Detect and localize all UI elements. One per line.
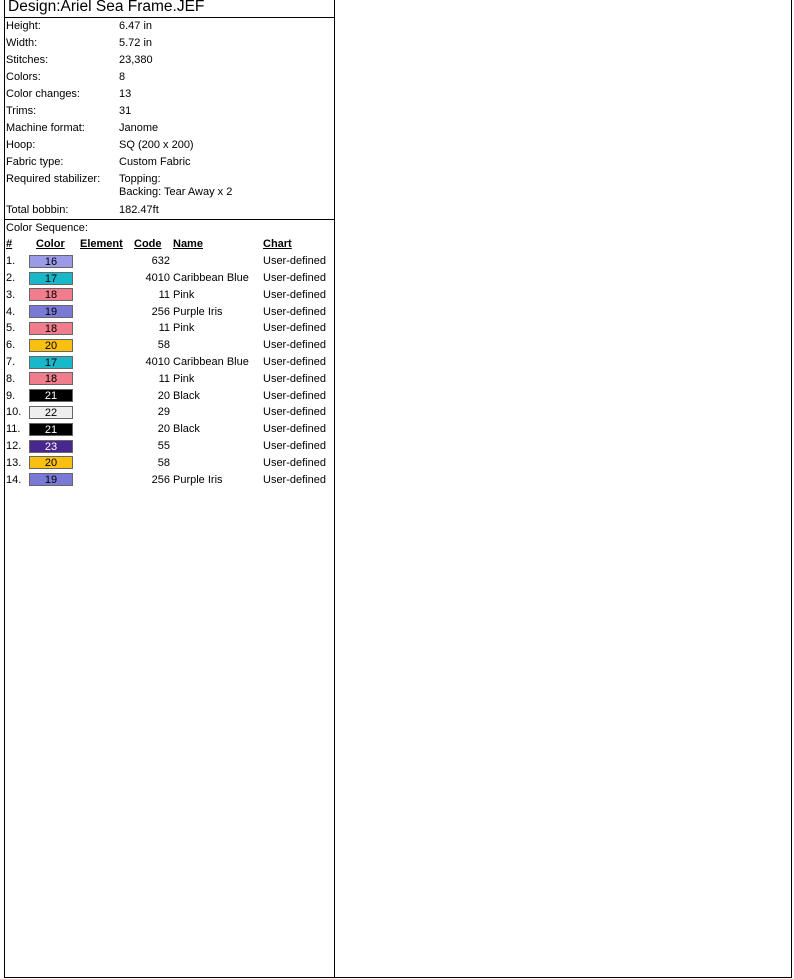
row-number: 4.	[6, 305, 16, 318]
table-row	[4, 454, 340, 471]
row-chart: User-defined	[263, 372, 326, 385]
row-chart: User-defined	[263, 423, 326, 436]
color-swatch: 19	[29, 305, 73, 318]
info-value: 6.47 in	[119, 20, 153, 32]
info-label: Hoop:	[6, 139, 36, 151]
row-number: 14.	[6, 473, 22, 486]
row-number: 8.	[6, 372, 16, 385]
info-value: 31	[119, 105, 132, 117]
row-name: Pink	[173, 322, 195, 335]
stabilizer-row	[4, 171, 335, 202]
table-row	[4, 421, 340, 438]
row-code: 4010	[145, 271, 170, 284]
row-color	[28, 421, 80, 438]
row-color	[28, 303, 80, 320]
bobbin-label: Total bobbin:	[6, 204, 69, 216]
row-name: Pink	[173, 288, 195, 301]
row-color	[28, 454, 80, 471]
table-row	[4, 471, 340, 488]
info-value: 5.72 in	[119, 37, 153, 49]
row-number: 11.	[6, 423, 21, 436]
row-element	[80, 354, 134, 371]
info-value: 8	[119, 71, 126, 83]
table-row	[4, 320, 340, 337]
row-name	[173, 438, 263, 455]
row-code: 20	[157, 389, 170, 402]
info-label: Width:	[6, 37, 38, 49]
row-element	[80, 404, 134, 421]
row-chart: User-defined	[263, 473, 326, 486]
row-name: Purple Iris	[173, 305, 223, 318]
row-number: 2.	[6, 271, 16, 284]
row-color	[28, 387, 80, 404]
info-label: Machine format:	[6, 122, 85, 134]
table-row	[4, 438, 340, 455]
table-row	[4, 387, 340, 404]
info-row	[4, 35, 335, 52]
info-label: Height:	[6, 20, 41, 32]
info-label: Colors:	[6, 71, 41, 83]
info-value: SQ (200 x 200)	[119, 139, 194, 151]
color-swatch: 18	[29, 322, 73, 335]
bobbin-value: 182.47ft	[119, 204, 159, 216]
design-title: Design:Ariel Sea Frame.JEF	[4, 0, 335, 18]
info-row	[4, 154, 335, 171]
row-name: Black	[173, 423, 200, 436]
row-color	[28, 404, 80, 421]
row-code: 11	[158, 372, 170, 385]
row-chart: User-defined	[263, 389, 326, 402]
info-row	[4, 86, 335, 103]
row-element	[80, 286, 134, 303]
color-swatch: 20	[29, 456, 73, 469]
row-number: 5.	[6, 322, 16, 335]
row-code: 256	[151, 473, 170, 486]
info-row	[4, 137, 335, 154]
color-swatch: 17	[29, 356, 73, 369]
info-row	[4, 103, 335, 120]
info-row	[4, 18, 335, 35]
info-value: 23,380	[119, 54, 153, 66]
row-element	[80, 320, 134, 337]
row-code: 55	[157, 439, 170, 452]
row-number: 1.	[6, 255, 16, 268]
row-code: 11	[158, 288, 170, 301]
row-name: Caribbean Blue	[173, 271, 249, 284]
row-code: 20	[157, 423, 170, 436]
row-number: 7.	[6, 355, 16, 368]
row-element	[80, 303, 134, 320]
info-label: Fabric type:	[6, 156, 64, 168]
stabilizer-value	[119, 171, 232, 202]
row-code: 58	[157, 456, 170, 469]
color-swatch: 21	[29, 389, 73, 402]
header-color-label: Color	[36, 238, 65, 251]
row-name	[173, 404, 263, 421]
row-element	[80, 438, 134, 455]
row-chart: User-defined	[263, 355, 326, 368]
row-chart: User-defined	[263, 288, 326, 301]
row-color	[28, 370, 80, 387]
row-color	[28, 253, 80, 270]
row-name	[173, 454, 263, 471]
info-row	[4, 52, 335, 69]
row-color	[28, 320, 80, 337]
row-code: 632	[151, 255, 170, 268]
color-swatch: 20	[29, 339, 73, 352]
info-row	[4, 69, 335, 86]
row-code: 11	[158, 322, 170, 335]
row-chart: User-defined	[263, 456, 326, 469]
header-code: Code	[134, 238, 162, 251]
row-element	[80, 454, 134, 471]
design-properties	[4, 18, 335, 171]
stabilizer-topping: Topping:	[119, 173, 161, 185]
row-number: 3.	[6, 288, 16, 301]
row-chart: User-defined	[263, 305, 326, 318]
stabilizer-label: Required stabilizer:	[6, 173, 101, 185]
row-chart: User-defined	[263, 406, 326, 419]
row-number: 12.	[6, 439, 22, 452]
table-row	[4, 337, 340, 354]
color-swatch: 18	[29, 372, 73, 385]
info-value: Janome	[119, 122, 159, 134]
info-value: Custom Fabric	[119, 156, 191, 168]
color-swatch: 22	[29, 406, 73, 419]
row-chart: User-defined	[263, 255, 326, 268]
design-info-panel	[4, 0, 335, 488]
color-swatch: 23	[29, 440, 73, 453]
row-name	[173, 337, 263, 354]
info-row	[4, 120, 335, 137]
color-swatch: 21	[29, 423, 73, 436]
info-label: Color changes:	[6, 88, 80, 100]
row-color	[28, 337, 80, 354]
row-number: 13.	[6, 456, 22, 469]
row-element	[80, 421, 134, 438]
table-header-row	[4, 236, 340, 253]
table-row	[4, 286, 340, 303]
row-number: 9.	[6, 389, 16, 402]
table-row	[4, 303, 340, 320]
row-color	[28, 354, 80, 371]
row-color	[28, 438, 80, 455]
row-name	[173, 253, 263, 270]
info-label: Stitches:	[6, 54, 49, 66]
color-swatch: 18	[29, 288, 73, 301]
bobbin-row	[4, 202, 335, 219]
row-code: 29	[157, 406, 170, 419]
header-name: Name	[173, 238, 203, 251]
row-chart: User-defined	[263, 322, 326, 335]
color-sequence-rows	[4, 253, 340, 488]
table-row	[4, 270, 340, 287]
header-element: Element	[80, 238, 123, 251]
row-element	[80, 471, 134, 488]
header-color	[28, 236, 80, 253]
row-color	[28, 286, 80, 303]
table-row	[4, 370, 340, 387]
row-element	[80, 387, 134, 404]
row-color	[28, 270, 80, 287]
row-element	[80, 370, 134, 387]
row-code: 58	[157, 339, 170, 352]
info-label: Trims:	[6, 105, 37, 117]
row-chart: User-defined	[263, 439, 326, 452]
row-color	[28, 471, 80, 488]
row-name: Pink	[173, 372, 195, 385]
row-element	[80, 270, 134, 287]
row-element	[80, 337, 134, 354]
info-value: 13	[119, 88, 132, 100]
table-row	[4, 354, 340, 371]
header-num: #	[6, 238, 13, 251]
table-row	[4, 253, 340, 270]
row-code: 4010	[145, 355, 170, 368]
row-name: Purple Iris	[173, 473, 223, 486]
row-chart: User-defined	[263, 339, 326, 352]
row-name: Caribbean Blue	[173, 355, 249, 368]
table-row	[4, 404, 340, 421]
color-swatch: 16	[29, 255, 73, 268]
row-number: 6.	[6, 339, 16, 352]
color-swatch: 17	[29, 272, 73, 285]
color-sequence-title: Color Sequence:	[6, 222, 88, 234]
header-chart: Chart	[263, 238, 292, 251]
row-code: 256	[151, 305, 170, 318]
color-sequence-table	[4, 236, 340, 488]
row-number: 10.	[6, 406, 22, 419]
row-element	[80, 253, 134, 270]
row-chart: User-defined	[263, 271, 326, 284]
stabilizer-backing: Backing: Tear Away x 2	[119, 186, 233, 198]
row-name: Black	[173, 389, 200, 402]
color-swatch: 19	[29, 473, 73, 486]
